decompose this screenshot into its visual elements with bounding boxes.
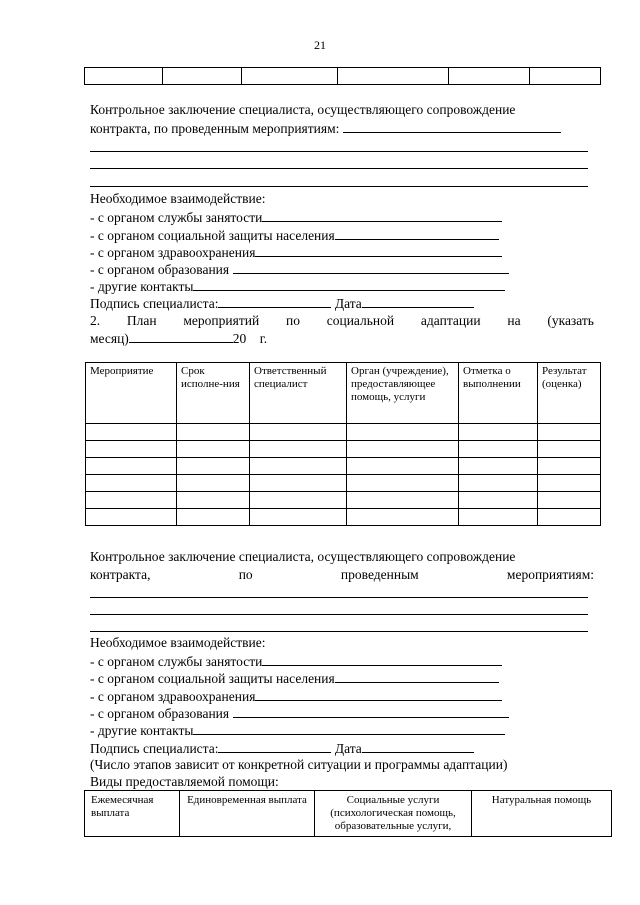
column-header: Мероприятие xyxy=(86,363,177,424)
interaction-item: - с органом образования xyxy=(90,704,509,723)
table-cell[interactable] xyxy=(459,492,538,509)
table-cell xyxy=(85,68,163,85)
date-label: Дата xyxy=(334,741,362,756)
table-cell[interactable] xyxy=(177,441,250,458)
signature-field[interactable] xyxy=(218,294,331,308)
aid-title: Виды предоставляемой помощи: xyxy=(90,774,279,789)
table-cell xyxy=(242,68,338,85)
blank-line[interactable] xyxy=(335,669,499,683)
interaction-item: - с органом здравоохранения xyxy=(90,687,502,706)
table-row xyxy=(86,424,601,441)
signature-label: Подпись специалиста: xyxy=(90,741,219,756)
interaction-title: Необходимое взаимодействие: xyxy=(90,635,266,650)
conclusion-line-1 xyxy=(90,548,594,566)
table-cell[interactable] xyxy=(538,458,601,475)
table-cell[interactable] xyxy=(459,475,538,492)
column-header: Отметка о выполнении xyxy=(459,363,538,424)
table-cell[interactable] xyxy=(86,441,177,458)
signature-label: Подпись специалиста: xyxy=(90,296,219,311)
conclusion-line-1 xyxy=(90,101,594,119)
blank-line[interactable] xyxy=(90,597,588,598)
table-cell[interactable] xyxy=(250,509,347,526)
table-cell[interactable] xyxy=(86,475,177,492)
conclusion-tail: контракта, по проведенным мероприятиям: xyxy=(90,121,340,136)
table-cell[interactable] xyxy=(177,458,250,475)
continued-table xyxy=(84,67,601,85)
table-cell[interactable] xyxy=(459,441,538,458)
column-header: Орган (учреждение), предоставляющее помощь, услуги xyxy=(347,363,459,424)
plan-heading-line-1: 2. План мероприятий по социальной адаптации на (указать xyxy=(90,313,594,328)
column-header: Натуральная помощь xyxy=(472,791,612,837)
table-cell[interactable] xyxy=(538,509,601,526)
blank-line[interactable] xyxy=(233,260,509,274)
table-cell[interactable] xyxy=(86,492,177,509)
table-cell[interactable] xyxy=(347,458,459,475)
column-header: Социальные услуги (психологическая помощь, образовательные услуги, xyxy=(315,791,472,837)
table-cell[interactable] xyxy=(459,424,538,441)
table-cell[interactable] xyxy=(250,458,347,475)
date-field[interactable] xyxy=(362,739,474,753)
plan-table xyxy=(85,362,601,526)
conclusion-text: Контрольное заключение специалиста, осуществляющего сопровождение xyxy=(90,102,516,117)
table-cell[interactable] xyxy=(250,424,347,441)
table-cell xyxy=(530,68,601,85)
table-cell[interactable] xyxy=(538,424,601,441)
interaction-item: - другие контакты xyxy=(90,721,505,740)
blank-line[interactable] xyxy=(193,721,505,735)
table-cell[interactable] xyxy=(177,509,250,526)
interaction-item: - с органом службы занятости xyxy=(90,652,502,671)
blank-line[interactable] xyxy=(255,243,502,257)
table-cell[interactable] xyxy=(459,509,538,526)
signature-row xyxy=(90,739,474,758)
table-cell[interactable] xyxy=(250,475,347,492)
month-field[interactable] xyxy=(129,329,233,343)
blank-line[interactable] xyxy=(255,687,502,701)
aid-types-table xyxy=(84,790,612,837)
table-cell[interactable] xyxy=(459,458,538,475)
blank-line[interactable] xyxy=(233,704,509,718)
table-cell[interactable] xyxy=(347,475,459,492)
blank-line[interactable] xyxy=(262,652,502,666)
table-cell xyxy=(163,68,242,85)
blank-line[interactable] xyxy=(335,226,499,240)
column-header: Результат (оценка) xyxy=(538,363,601,424)
table-cell[interactable] xyxy=(177,475,250,492)
table-header-row xyxy=(86,363,601,424)
table-cell[interactable] xyxy=(347,424,459,441)
signature-field[interactable] xyxy=(218,739,331,753)
interaction-item: - другие контакты xyxy=(90,277,505,296)
table-header-row xyxy=(85,791,612,837)
conclusion-text: Контрольное заключение специалиста, осуществляющего сопровождение xyxy=(90,549,516,564)
blank-line[interactable] xyxy=(90,168,588,169)
date-field[interactable] xyxy=(362,294,474,308)
table-cell[interactable] xyxy=(86,424,177,441)
interaction-item: - с органом образования xyxy=(90,260,509,279)
blank-line[interactable] xyxy=(90,614,588,615)
table-row xyxy=(86,441,601,458)
blank-line[interactable] xyxy=(193,277,505,291)
column-header: Единовременная выплата xyxy=(180,791,315,837)
interaction-item: - с органом здравоохранения xyxy=(90,243,502,262)
table-row xyxy=(86,475,601,492)
table-cell[interactable] xyxy=(347,492,459,509)
column-header: Ежемесячная выплата xyxy=(85,791,180,837)
interaction-item: - с органом социальной защиты населения xyxy=(90,226,499,245)
table-cell[interactable] xyxy=(250,492,347,509)
table-row xyxy=(86,492,601,509)
conclusion-line-2: контракта, по проведенным мероприятиям: xyxy=(90,567,594,582)
table-cell[interactable] xyxy=(86,458,177,475)
table-cell[interactable] xyxy=(347,441,459,458)
table-cell[interactable] xyxy=(347,509,459,526)
conclusion-line-2 xyxy=(90,119,561,138)
table-cell xyxy=(449,68,530,85)
table-cell[interactable] xyxy=(538,475,601,492)
column-header: Срок исполне-ния xyxy=(177,363,250,424)
table-cell[interactable] xyxy=(538,492,601,509)
blank-line[interactable] xyxy=(343,119,561,133)
blank-line[interactable] xyxy=(90,186,588,187)
table-cell xyxy=(338,68,449,85)
table-cell[interactable] xyxy=(250,441,347,458)
plan-heading-line-2: месяц) 20 г. xyxy=(90,331,268,346)
blank-line[interactable] xyxy=(262,208,502,222)
interaction-item: - с органом социальной защиты населения xyxy=(90,669,499,688)
blank-line[interactable] xyxy=(90,151,588,152)
date-label: Дата xyxy=(334,296,362,311)
page-number: 21 xyxy=(314,38,326,52)
interaction-title: Необходимое взаимодействие: xyxy=(90,191,266,206)
column-header: Ответственный специалист xyxy=(250,363,347,424)
stages-note: (Число этапов зависит от конкретной ситуации и программы адаптации) xyxy=(90,757,508,772)
table-cell[interactable] xyxy=(86,509,177,526)
table-row xyxy=(86,509,601,526)
interaction-item: - с органом службы занятости xyxy=(90,208,502,227)
blank-line[interactable] xyxy=(90,631,588,632)
table-row xyxy=(86,458,601,475)
table-cell[interactable] xyxy=(177,424,250,441)
table-cell[interactable] xyxy=(177,492,250,509)
signature-row xyxy=(90,294,474,313)
table-cell[interactable] xyxy=(538,441,601,458)
